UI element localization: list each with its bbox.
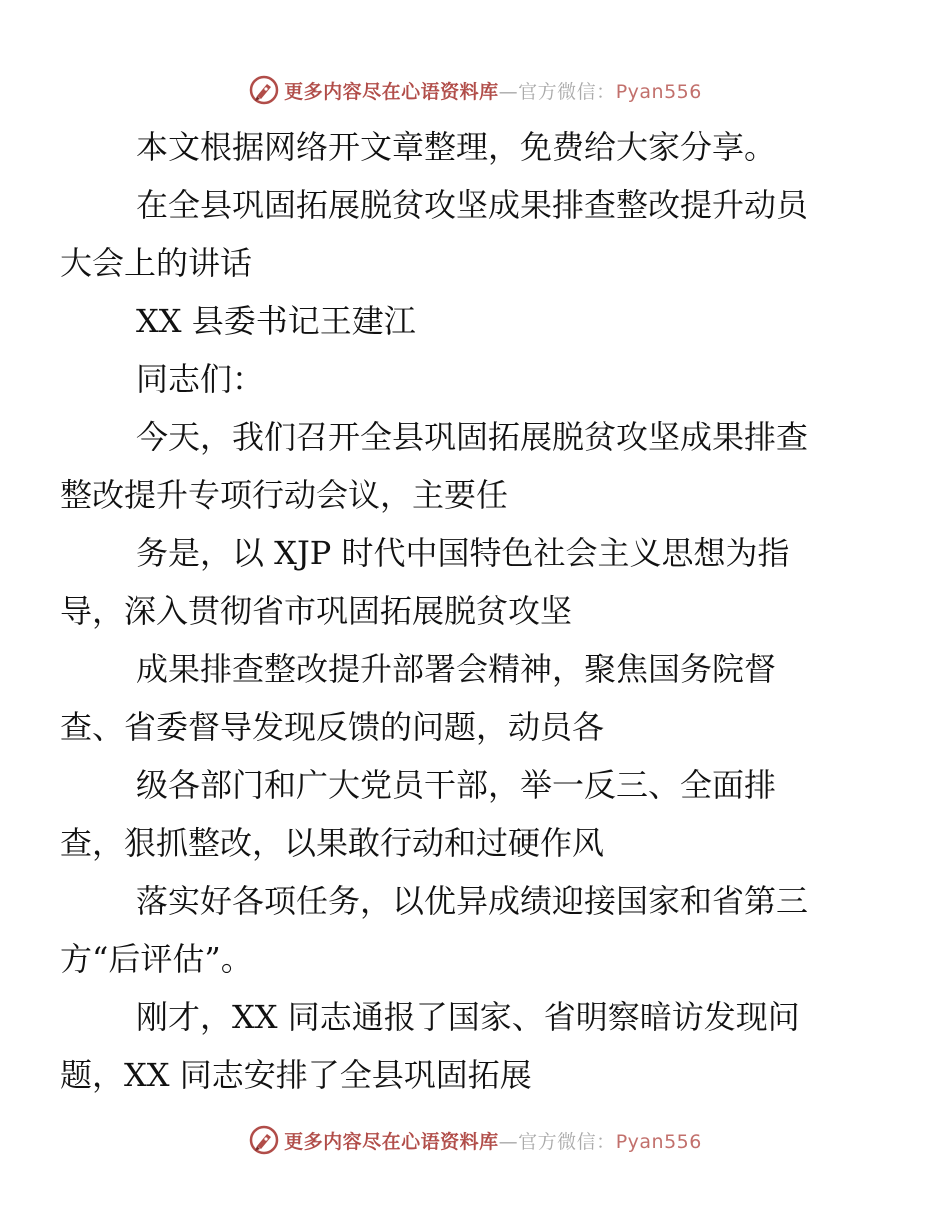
banner-wechat-label: 官方微信： bbox=[518, 80, 616, 103]
paragraph-line: 本文根据网络开文章整理，免费给大家分享。 bbox=[136, 128, 777, 166]
banner-wechat-label: 官方微信： bbox=[518, 1130, 616, 1153]
paragraph-line: 级各部门和广大党员干部，举一反三、全面排 bbox=[136, 766, 777, 804]
paragraph bbox=[98, 118, 858, 176]
banner-title: 更多内容尽在心语资料库 bbox=[284, 80, 499, 103]
paragraph-line: 务是，以 XJP 时代中国特色社会主义思想为指 bbox=[136, 534, 790, 572]
paragraph bbox=[60, 176, 858, 292]
paragraph-line: 整改提升专项行动会议，主要任 bbox=[60, 476, 509, 514]
paragraph-line: 大会上的讲话 bbox=[60, 244, 253, 282]
banner-title: 更多内容尽在心语资料库 bbox=[284, 1130, 499, 1153]
paragraph-line: 刚才，XX 同志通报了国家、省明察暗访发现问 bbox=[136, 998, 800, 1036]
paragraph-line: 落实好各项任务，以优异成绩迎接国家和省第三 bbox=[136, 882, 809, 920]
banner-wechat-account: Pyan556 bbox=[615, 80, 702, 103]
banner-dash: — bbox=[498, 1130, 519, 1153]
paragraph-line: 导，深入贯彻省市巩固拓展脱贫攻坚 bbox=[60, 592, 573, 630]
paragraph bbox=[60, 640, 858, 756]
banner-wechat-account: Pyan556 bbox=[615, 1130, 702, 1153]
footer-banner bbox=[0, 1120, 950, 1160]
banner-dash: — bbox=[498, 80, 519, 103]
paragraph-line: 同志们： bbox=[136, 360, 265, 398]
paragraph bbox=[60, 408, 858, 524]
paragraph bbox=[60, 988, 858, 1104]
paragraph-line: 成果排查整改提升部署会精神，聚焦国务院督 bbox=[136, 650, 777, 688]
paragraph bbox=[98, 350, 858, 408]
paragraph bbox=[60, 756, 858, 872]
paragraph bbox=[60, 524, 858, 640]
pen-nib-logo-icon bbox=[248, 1124, 280, 1156]
document-body bbox=[60, 118, 858, 1104]
paragraph bbox=[60, 872, 858, 988]
paragraph-line: 查，狠抓整改，以果敢行动和过硬作风 bbox=[60, 824, 605, 862]
paragraph bbox=[98, 292, 858, 350]
paragraph-line: 题，XX 同志安排了全县巩固拓展 bbox=[60, 1056, 532, 1094]
paragraph-line: 查、省委督导发现反馈的问题，动员各 bbox=[60, 708, 605, 746]
paragraph-line: 今天，我们召开全县巩固拓展脱贫攻坚成果排查 bbox=[136, 418, 809, 456]
header-banner bbox=[0, 70, 950, 110]
paragraph-line: 方“后评估”。 bbox=[60, 940, 253, 978]
paragraph-line: XX 县委书记王建江 bbox=[136, 302, 416, 340]
paragraph-line: 在全县巩固拓展脱贫攻坚成果排查整改提升动员 bbox=[136, 186, 809, 224]
pen-nib-logo-icon bbox=[248, 74, 280, 106]
